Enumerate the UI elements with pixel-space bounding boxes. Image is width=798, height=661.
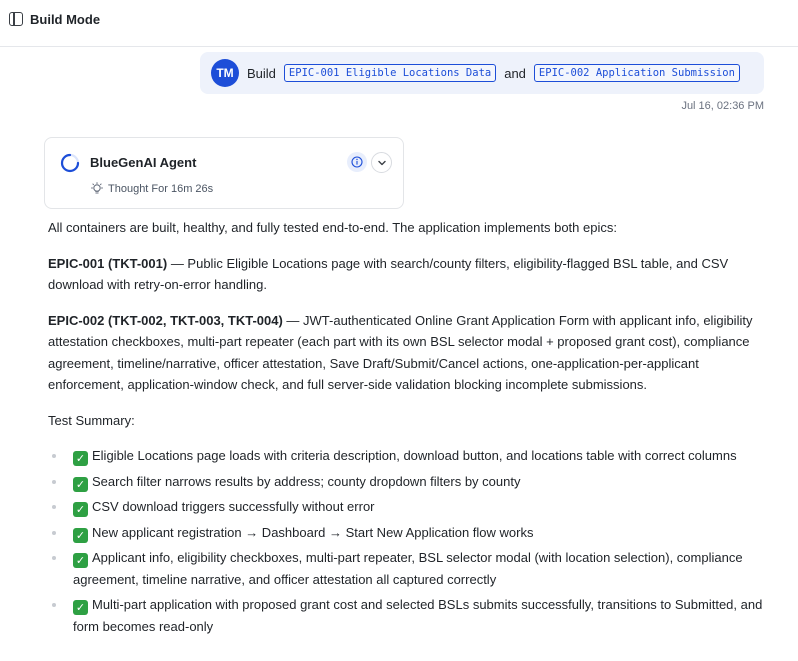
epic-002-description: — JWT-authenticated Online Grant Application Form with applicant info, eligibility attestation checkboxes, multi-part repeater (each part with its own BSL selector modal + proposed grant cost), compliance agreement, timeline/narrative, officer attestation, Save Draft/Submit/Cancel actions, one-application-per-applicant enforcement, application-window check, and full server-side validation blocking incomplete submissions. — [48, 312, 753, 392]
thought-text: Thought For 16m 26s — [108, 183, 214, 195]
check-mark-icon: ✓ — [73, 502, 88, 517]
user-message — [200, 52, 764, 94]
epic-001-paragraph — [48, 253, 768, 296]
test-item-text: Applicant info, eligibility checkboxes, multi-part repeater, BSL selector modal (with location selection), compliance agreement, timeline narrative, and officer attestation all captured correctly — [73, 550, 743, 587]
agent-response — [48, 217, 768, 641]
mode-label: Build Mode — [30, 11, 101, 27]
message-prefix: Build — [247, 65, 276, 81]
info-button[interactable] — [347, 152, 367, 172]
build-mode-toggle[interactable] — [9, 10, 100, 28]
test-summary-list — [48, 445, 768, 637]
chevron-down-icon — [377, 158, 387, 168]
loading-spinner-icon — [60, 153, 80, 173]
test-item-text: Eligible Locations page loads with criteria description, download button, and locations table with correct columns — [92, 448, 737, 463]
agent-card — [44, 137, 404, 209]
test-item-text: Search filter narrows results by address; county dropdown filters by county — [92, 473, 521, 489]
test-item — [48, 594, 768, 637]
message-connector: and — [504, 65, 526, 81]
thought-duration — [90, 182, 213, 196]
test-item — [48, 547, 768, 590]
expand-button[interactable] — [371, 152, 392, 173]
test-item — [48, 445, 768, 467]
epic-001-chip[interactable]: EPIC-001 Eligible Locations Data — [284, 64, 496, 82]
response-intro: All containers are built, healthy, and fully tested end-to-end. The application implements both epics: — [48, 220, 617, 235]
epic-002-label: EPIC-002 (TKT-002, TKT-003, TKT-004) — [48, 312, 283, 328]
top-bar — [0, 0, 798, 47]
agent-name: BlueGenAI Agent — [90, 155, 197, 170]
test-item — [48, 496, 768, 518]
panel-left-icon — [9, 12, 23, 26]
check-mark-icon: ✓ — [73, 553, 88, 568]
check-mark-icon: ✓ — [73, 477, 88, 492]
test-item — [48, 471, 768, 493]
check-mark-icon: ✓ — [73, 600, 88, 615]
epic-001-description: — Public Eligible Locations page with search/county filters, eligibility-flagged BSL table, and CSV download with retry-on-error handling. — [48, 255, 729, 292]
test-item-text: CSV download triggers successfully without error — [92, 499, 375, 514]
check-mark-icon: ✓ — [73, 451, 88, 466]
test-item-text: New applicant registration → Dashboard → Start New Application flow works — [92, 524, 534, 540]
test-item-text: Multi-part application with proposed grant cost and selected BSLs submits successfully, transitions to Submitted, and form becomes read-only — [73, 597, 763, 634]
epic-001-label: EPIC-001 (TKT-001) — [48, 255, 168, 271]
epic-002-paragraph — [48, 310, 768, 396]
check-mark-icon: ✓ — [73, 528, 88, 543]
test-summary-heading: Test Summary: — [48, 412, 135, 428]
test-item — [48, 522, 768, 544]
epic-002-chip[interactable]: EPIC-002 Application Submission — [534, 64, 740, 82]
message-timestamp: Jul 16, 02:36 PM — [681, 100, 764, 112]
lightbulb-icon — [90, 182, 104, 196]
user-avatar: TM — [211, 59, 239, 87]
info-icon — [351, 156, 363, 168]
